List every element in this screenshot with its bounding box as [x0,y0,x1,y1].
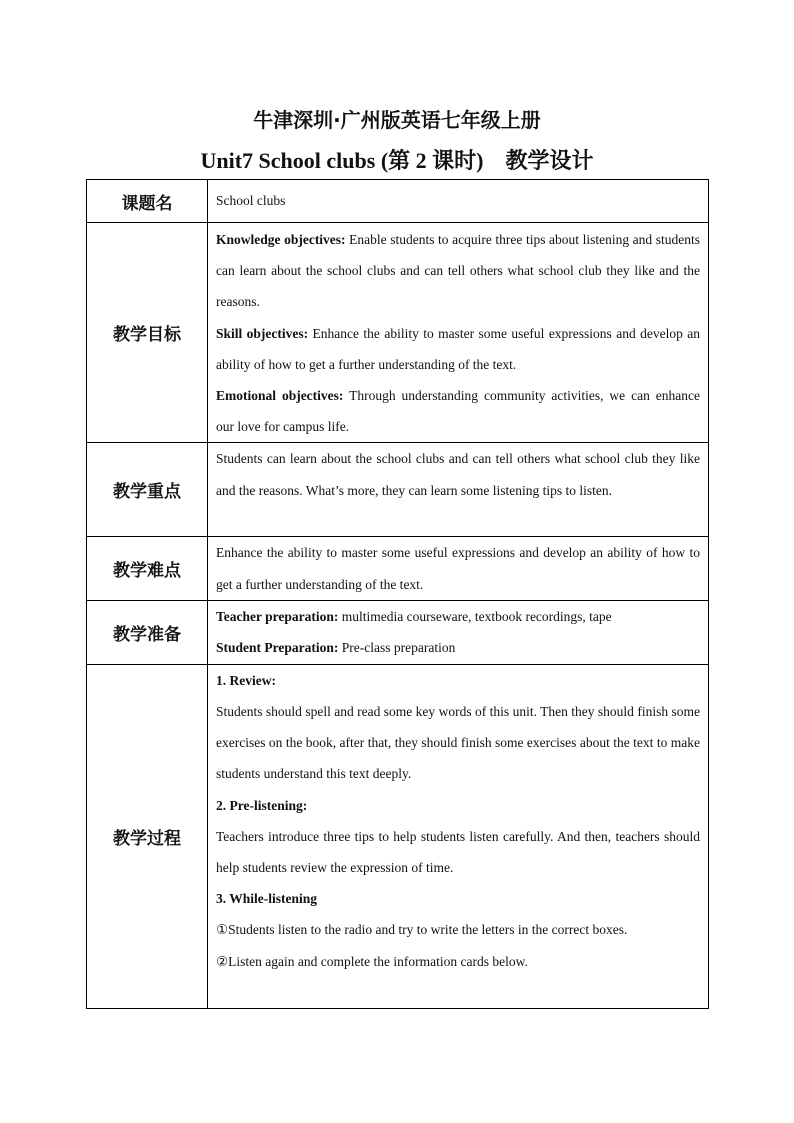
teacher-preparation-label: Teacher preparation: [216,608,339,624]
teacher-preparation-text: multimedia courseware, textbook recordings, tape [338,608,612,624]
objectives-cell [208,223,709,443]
skill-text: Enhance the ability to master some useful expressions and develop an ability of how to get a further understanding of the text. [216,325,700,372]
emotional-label: Emotional objectives: [216,388,344,404]
while-listening-item-1: ①Students listen to the radio and try to write the letters in the correct boxes. [216,922,628,938]
skill-objectives [216,318,700,380]
key-points-cell [208,443,709,537]
knowledge-label: Knowledge objectives: [216,232,346,247]
while-listening-item-2: ②Listen again and complete the information cards below. [216,953,528,969]
difficulties-text: Enhance the ability to master some useful expressions and develop an ability of how to get a further understanding of the text. [216,545,700,592]
pre-listening-heading: 2. Pre-listening: [216,797,308,813]
skill-label: Skill objectives: [216,325,309,341]
student-preparation-label: Student Preparation: [216,640,339,656]
lesson-plan-table [86,179,709,1009]
row-header-objectives: 教学目标 [87,223,208,443]
row-header-difficulties: 教学难点 [87,537,208,600]
table-row-topic [87,180,709,223]
emotional-objectives [216,380,700,442]
pre-listening-text: Teachers introduce three tips to help students listen carefully. And then, teachers should help students review the expression of time. [216,828,700,876]
teacher-preparation [216,601,700,632]
table-row-key-points [87,443,709,537]
review-heading: 1. Review: [216,672,276,688]
difficulties-cell [208,537,709,600]
student-preparation-text: Pre-class preparation [338,640,456,656]
knowledge-text: Enable students to acquire three tips about listening and students can learn about the school clubs and can tell others what school club they like and the reasons. [216,232,700,310]
table-row-process [87,664,709,1008]
review-text: Students should spell and read some key words of this unit. Then they should finish some exercises on the book, after that, they should finish some exercises about the text to make students understand this text deeply. [216,704,700,782]
row-header-topic: 课题名 [87,180,208,223]
knowledge-objectives [216,224,700,318]
preparation-cell [208,600,709,664]
document-subtitle: Unit7 School clubs (第 2 课时) 教学设计 [200,148,594,173]
table-row-difficulties [87,537,709,600]
key-points-text: Students can learn about the school clubs and can tell others what school club they like and the reasons. What’s more, they can learn some listening tips to listen. [216,451,700,498]
table-row-objectives [87,223,709,443]
while-listening-heading: 3. While-listening [216,891,318,907]
row-header-process: 教学过程 [87,664,208,1008]
student-preparation [216,632,700,663]
topic-text: School clubs [216,193,286,209]
table-row-preparation [87,600,709,664]
topic-cell [208,180,709,223]
document-title: 牛津深圳·广州版英语七年级上册 [253,108,541,132]
row-header-key-points: 教学重点 [87,443,208,537]
emotional-text: Through understanding community activities, we can enhance our love for campus life. [216,388,700,435]
row-header-preparation: 教学准备 [87,600,208,664]
process-cell [208,664,709,1008]
